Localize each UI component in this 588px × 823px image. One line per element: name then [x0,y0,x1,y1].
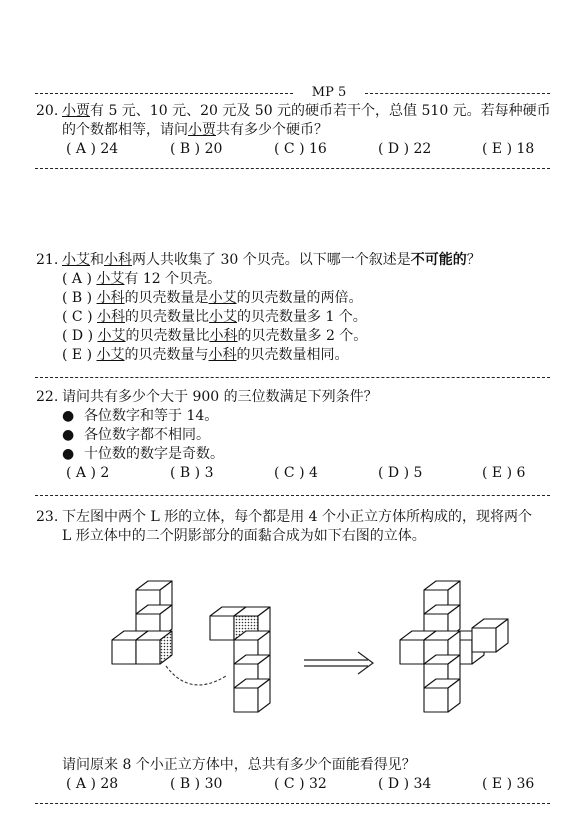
cube-face [210,616,234,640]
option-a[interactable]: ( A ) 24 [66,141,119,157]
question-text: 两人共收集了 30 个贝壳。以下哪一个叙述是 [132,252,411,268]
option-c[interactable]: ( C ) 4 [274,465,318,481]
cube-figure [100,570,530,745]
option-a[interactable] [36,270,566,289]
answer-options [36,140,566,159]
divider [35,495,550,496]
bullet-icon: ● [62,408,75,424]
question-text: 和 [90,252,104,268]
bullet-icon: ● [62,427,75,443]
condition-text: 十位数的数字是奇数。 [84,446,224,462]
option-text: 有 12 个贝壳。 [124,271,222,287]
name-xiaoke: 小科 [97,309,125,325]
option-text: 的贝壳数量多 1 个。 [237,309,367,325]
divider [35,168,550,169]
question-text: 的个数都相等，请问 [62,122,188,138]
divider [35,377,550,378]
cube-face [400,640,424,664]
question-text: 请问共有多少个大于 900 的三位数满足下列条件？ [62,389,378,405]
question-text: 下左图中两个 L 形的立体，每个都是用 4 个小正立方体所构成的，现将两个 [62,509,533,525]
header-dash-left [35,93,293,94]
option-b[interactable]: ( B ) 20 [170,141,223,157]
condition-item [36,407,566,426]
answer-options [36,775,566,794]
cube-face [424,688,448,712]
question-text: 共有多少个硬币？ [216,122,328,138]
question-text: ？ [466,252,481,268]
question-23 [36,508,566,546]
option-b[interactable]: ( B ) 3 [170,465,214,481]
option-label: ( E ) [62,347,97,363]
name-xiaoke: 小科 [104,252,132,268]
condition-item [36,445,566,464]
name-xiaoai: 小艾 [96,271,125,287]
cube-face [112,640,136,664]
option-c[interactable]: ( C ) 32 [274,776,327,792]
bullet-icon: ● [62,446,75,462]
option-d[interactable]: ( D ) 5 [378,465,423,481]
divider [35,803,550,804]
option-label: ( A ) [62,271,97,287]
condition-item [36,426,566,445]
name-xiaoke: 小科 [208,347,237,363]
condition-text: 各位数字和等于 14。 [84,408,219,424]
option-d[interactable] [36,327,566,346]
cube-face [136,640,160,664]
name-xiaoke: 小科 [209,328,238,344]
option-text: 的贝壳数量相同。 [236,347,349,363]
option-d[interactable]: ( D ) 34 [378,776,432,792]
name-xiaoai: 小艾 [96,347,125,363]
emphasis-text: 不可能的 [410,252,467,268]
question-20 [36,102,566,159]
option-text: 的贝壳数量是 [124,290,209,306]
name-xiaoai: 小艾 [209,309,237,325]
option-b[interactable]: ( B ) 30 [170,776,223,792]
option-e[interactable] [36,346,566,365]
name-xiaoai: 小艾 [97,328,126,344]
header-dash-right [365,93,550,94]
page-header [35,86,550,100]
question-text: L 形立体中的二个阴影部分的面黏合成为如下右图的立体。 [62,528,426,544]
left-l-shapes [112,581,270,712]
option-a[interactable]: ( A ) 28 [66,776,119,792]
option-text: 的贝壳数量与 [124,347,209,363]
question-number: 20. [36,103,59,119]
option-text: 的贝壳数量多 2 个。 [237,328,368,344]
option-c[interactable] [36,308,566,327]
option-a[interactable]: ( A ) 2 [66,465,110,481]
option-label: ( D ) [62,328,98,344]
option-e[interactable]: ( E ) 6 [482,465,526,481]
name-xiaojia: 小贾 [62,103,90,119]
question-22 [36,388,566,483]
option-e[interactable]: ( E ) 36 [482,776,535,792]
arrow-icon [304,652,373,674]
page-label: MP 5 [311,85,347,100]
question-text: 请问原来 8 个小正立方体中，总共有多少个面能看得见？ [62,757,416,773]
cube-face [472,628,496,652]
name-xiaojia: 小贾 [188,122,216,138]
name-xiaoai: 小艾 [208,290,237,306]
right-cross-solid [400,581,508,712]
question-23-ask [36,756,566,794]
answer-options [36,464,566,483]
option-text: 的贝壳数量比 [125,309,209,325]
question-number: 21. [36,252,59,268]
connector-line [166,666,226,685]
option-text: 的贝壳数量的两倍。 [236,290,363,306]
name-xiaoke: 小科 [96,290,125,306]
option-label: ( B ) [62,290,97,306]
option-label: ( C ) [62,309,97,325]
question-number: 22. [36,389,59,405]
question-text: 有 5 元、10 元、20 元及 50 元的硬币若干个，总值 510 元。若每种硬币 [90,103,551,119]
condition-text: 各位数字都不相同。 [84,427,210,443]
name-xiaoai: 小艾 [62,252,90,268]
option-c[interactable]: ( C ) 16 [274,141,327,157]
option-d[interactable]: ( D ) 22 [378,141,432,157]
option-e[interactable]: ( E ) 18 [482,141,535,157]
question-number: 23. [36,509,59,525]
option-b[interactable] [36,289,566,308]
option-text: 的贝壳数量比 [125,328,210,344]
question-21 [36,251,566,365]
cube-face [234,688,258,712]
